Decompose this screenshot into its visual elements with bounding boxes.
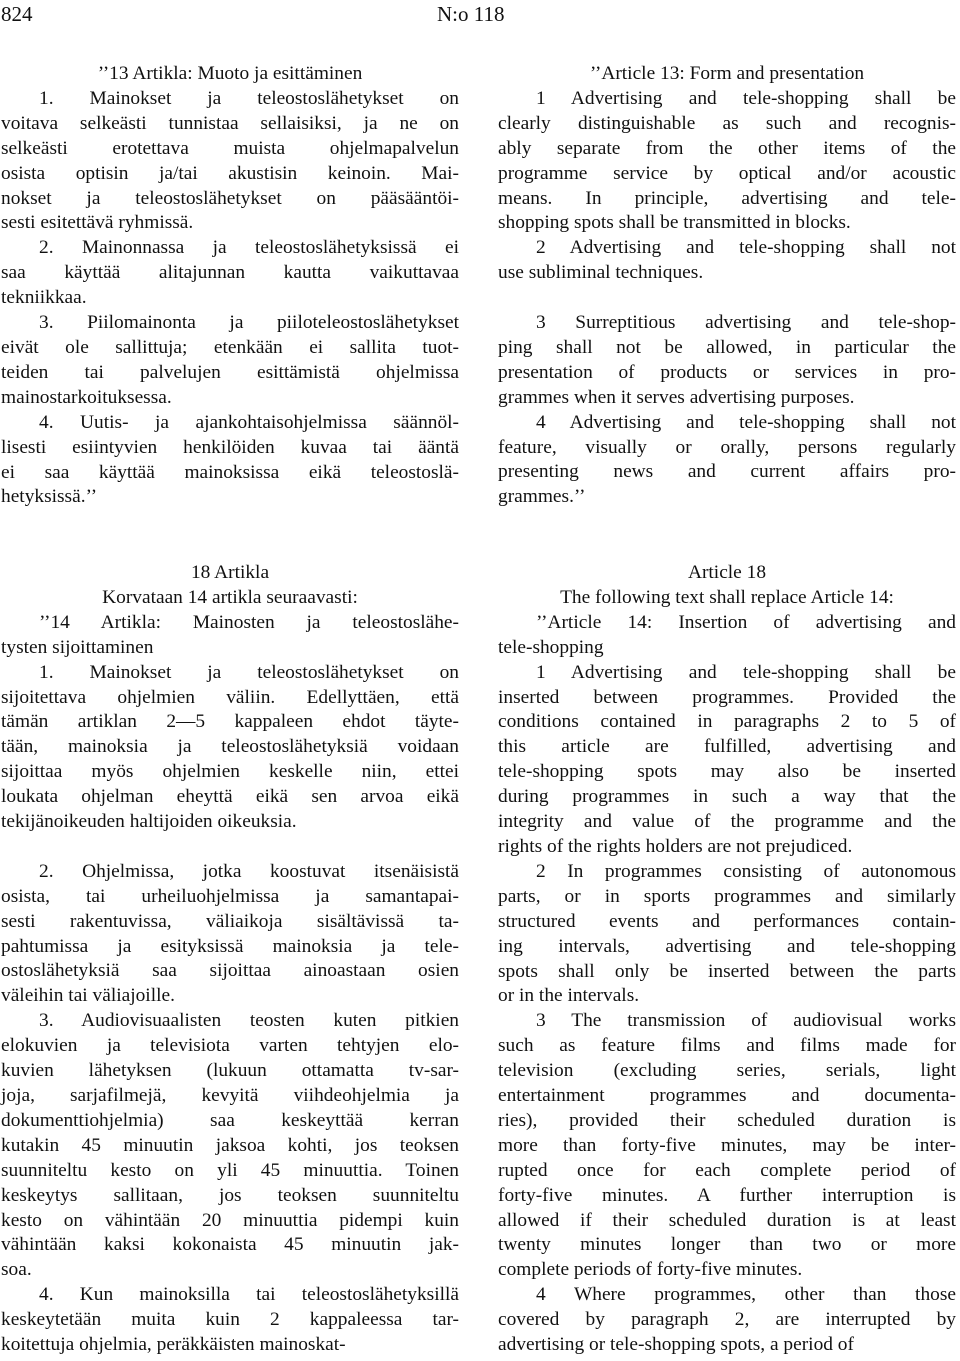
text-line: during programmes in such a way that the bbox=[498, 786, 956, 808]
page-header bbox=[0, 0, 960, 40]
paragraph bbox=[1, 236, 459, 311]
text-line: ei saa käyttää mainoksissa eikä teleostoslä- bbox=[1, 461, 459, 483]
paragraph bbox=[498, 860, 956, 1009]
text-line: presentation of products or services in pro- bbox=[498, 361, 956, 383]
text-line: or in the intervals. bbox=[498, 985, 640, 1007]
paragraph bbox=[1, 1009, 459, 1283]
text-line: dokumenttiohjelmia) saa keskeyttää kerran bbox=[1, 1109, 459, 1131]
text-line: allowed if their scheduled duration is at least bbox=[498, 1209, 956, 1231]
page-number: 824 bbox=[1, 2, 33, 26]
text-line: koitettuja ohjelmia, peräkkäisten mainoskat- bbox=[1, 1334, 346, 1356]
paragraph bbox=[498, 661, 956, 860]
text-line: ’’Article 14: Insertion of advertising and bbox=[536, 611, 956, 633]
finnish-article-18 bbox=[1, 561, 459, 1358]
text-line: feature, visually or orally, persons regularly bbox=[498, 436, 956, 458]
text-line: ’’14 Artikla: Mainosten ja teleostoslähe- bbox=[39, 611, 459, 633]
article-intro: Korvataan 14 artikla seuraavasti: bbox=[102, 586, 358, 608]
text-line: 4. Uutis- ja ajankohtaisohjelmissa säännöl- bbox=[39, 411, 459, 433]
text-line: entertainment programmes and documenta- bbox=[498, 1085, 956, 1107]
paragraph bbox=[1, 87, 459, 236]
text-line: 2. Mainonnassa ja teleostoslähetyksissä ei bbox=[39, 237, 459, 259]
text-line: 3 Surreptitious advertising and tele-shop- bbox=[536, 312, 956, 334]
paragraph bbox=[498, 311, 956, 411]
text-line: tele-shopping bbox=[498, 636, 604, 658]
text-line: voitava selkeästi tunnistaa sellaisiksi, ja ne on bbox=[1, 112, 459, 134]
text-line: tysten sijoittaminen bbox=[1, 636, 154, 658]
text-line: väleihin tai väliajoille. bbox=[1, 985, 175, 1007]
text-line: saa käyttää alitajunnan kautta vaikuttavaa bbox=[1, 262, 459, 284]
text-line: sesti esitettävä ryhmissä. bbox=[1, 212, 194, 234]
text-line: twenty minutes longer than two or more bbox=[498, 1234, 956, 1256]
text-line: integrity and value of the programme and the bbox=[498, 811, 956, 833]
paragraph bbox=[498, 87, 956, 236]
text-line: eivät ole sallittuja; etenkään ei sallita tuot- bbox=[1, 336, 459, 358]
text-line: sijoitettava ohjelmien väliin. Edellyttäen, että bbox=[1, 686, 459, 708]
text-line: teiden tai palvelujen esittämistä ohjelmissa bbox=[1, 361, 459, 383]
text-line: ries), provided their scheduled duration is bbox=[498, 1109, 956, 1131]
text-line: kutakin 45 minuutin jaksoa kohti, jos teoksen bbox=[1, 1134, 459, 1156]
text-line: 2 In programmes consisting of autonomous bbox=[536, 860, 956, 882]
text-line: 2 Advertising and tele-shopping shall not bbox=[536, 237, 956, 259]
paragraph bbox=[498, 411, 956, 511]
text-line: 3. Audiovisuaalisten teosten kuten pitkien bbox=[39, 1010, 459, 1032]
text-line: covered by paragraph 2, are interrupted by bbox=[498, 1309, 956, 1331]
text-line: elokuvien ja televisiota varten tehtyjen elo- bbox=[1, 1035, 459, 1057]
text-line: 4. Kun mainoksilla tai teleostoslähetyksillä bbox=[39, 1284, 459, 1306]
text-line: rupted once for each complete period of bbox=[498, 1159, 956, 1181]
text-line: vähintään kaksi kokonaista 45 minuutin jak- bbox=[1, 1234, 459, 1256]
article-intro: The following text shall replace Article 14: bbox=[560, 586, 894, 608]
text-line: tekniikkaa. bbox=[1, 287, 87, 309]
text-line: ably separate from the other items of the bbox=[498, 137, 956, 159]
text-line: shopping spots shall be transmitted in blocks. bbox=[498, 212, 851, 234]
text-line: 3 The transmission of audiovisual works bbox=[536, 1010, 956, 1032]
article-subtitle bbox=[1, 611, 459, 661]
journal-issue-label: N:o 118 bbox=[437, 2, 505, 26]
text-line: 2. Ohjelmissa, jotka koostuvat itsenäisistä bbox=[39, 860, 459, 882]
text-line: parts, or in sports programmes and similarly bbox=[498, 885, 956, 907]
text-line: 1 Advertising and tele-shopping shall be bbox=[536, 661, 956, 683]
text-line: ing intervals, advertising and tele-shopping bbox=[498, 935, 956, 957]
finnish-article-13 bbox=[1, 62, 459, 510]
text-line: grammes when it serves advertising purposes. bbox=[498, 386, 855, 408]
text-line: television (excluding series, serials, light bbox=[498, 1060, 956, 1082]
text-line: tämän artiklan 2—5 kappaleen ehdot täyte- bbox=[1, 711, 459, 733]
text-line: 1. Mainokset ja teleostoslähetykset on bbox=[39, 87, 459, 109]
text-line: 1 Advertising and tele-shopping shall be bbox=[536, 87, 956, 109]
text-line: more than forty-five minutes, may be inter- bbox=[498, 1134, 956, 1156]
text-line: soa. bbox=[1, 1259, 32, 1281]
article-heading: Article 18 bbox=[687, 562, 767, 583]
text-line: selkeästi erotettava muista ohjelmapalvelun bbox=[1, 137, 459, 159]
text-line: joja, sarjafilmejä, kevyitä viihdeohjelmia ja bbox=[1, 1085, 459, 1107]
article-title: ’’Article 13: Form and presentation bbox=[589, 63, 865, 84]
text-line: loukata ohjelman eheyttä eikä sen arvoa eikä bbox=[1, 786, 459, 808]
text-line: keskeytys sallitaan, jos teoksen suunniteltu bbox=[1, 1184, 459, 1206]
text-line: inserted between programmes. Provided the bbox=[498, 686, 956, 708]
article-title: ’’13 Artikla: Muoto ja esittäminen bbox=[97, 63, 363, 84]
paragraph bbox=[1, 860, 459, 1009]
text-line: presenting news and current affairs pro- bbox=[498, 461, 956, 483]
text-line: 4 Advertising and tele-shopping shall not bbox=[536, 411, 956, 433]
text-line: osista optisin ja/tai akustisin keinoin. Mai- bbox=[1, 162, 459, 184]
text-line: use subliminal techniques. bbox=[498, 262, 704, 284]
text-line: osista, tai urheiluohjelmissa ja samantapai- bbox=[1, 885, 459, 907]
text-line: kuvien lähetyksen (lukuun ottamatta tv-sar- bbox=[1, 1060, 459, 1082]
article-subtitle bbox=[498, 611, 956, 661]
text-line: ostoslähetyksiä saa sijoittaa ainoastaan osien bbox=[1, 960, 459, 982]
text-line: kesto on vähintään 20 minuuttia pidempi kuin bbox=[1, 1209, 459, 1231]
text-line: clearly distinguishable as such and recognis- bbox=[498, 112, 956, 134]
text-line: pahtumissa ja esityksissä mainoksia ja tele- bbox=[1, 935, 459, 957]
text-line: hetyksissä.’’ bbox=[1, 486, 98, 508]
english-article-13 bbox=[498, 62, 956, 510]
text-line: mainostarkoituksessa. bbox=[1, 386, 172, 408]
text-line: sijoittaa myös ohjelmien keskelle niin, ettei bbox=[1, 761, 459, 783]
text-line: ping shall not be allowed, in particular the bbox=[498, 336, 956, 358]
article-heading: 18 Artikla bbox=[190, 562, 270, 583]
text-line: advertising or tele-shopping spots, a period of bbox=[498, 1334, 854, 1356]
paragraph bbox=[1, 661, 459, 835]
text-line: sesti rakentuvissa, väliaikoja sisältävissä ta- bbox=[1, 910, 459, 932]
text-line: such as feature films and films made for bbox=[498, 1035, 956, 1057]
text-line: conditions contained in paragraphs 2 to 5 of bbox=[498, 711, 956, 733]
text-line: complete periods of forty-five minutes. bbox=[498, 1259, 803, 1281]
paragraph bbox=[498, 236, 956, 286]
text-line: grammes.’’ bbox=[498, 486, 586, 508]
text-line: 1. Mainokset ja teleostoslähetykset on bbox=[39, 661, 459, 683]
text-line: spots shall only be inserted between the parts bbox=[498, 960, 956, 982]
text-line: suunniteltu kesto on yli 45 minuuttia. Toinen bbox=[1, 1159, 459, 1181]
text-line: tele-shopping spots may also be inserted bbox=[498, 761, 956, 783]
text-line: lisesti esiintyvien henkilöiden kuvaa tai ääntä bbox=[1, 436, 459, 458]
text-line: tekijänoikeuden haltijoiden oikeuksia. bbox=[1, 811, 297, 833]
english-article-18 bbox=[498, 561, 956, 1358]
text-line: nokset ja teleostoslähetykset on pääsääntöi- bbox=[1, 187, 459, 209]
paragraph bbox=[1, 411, 459, 511]
paragraph bbox=[498, 1283, 956, 1358]
text-line: means. In principle, advertising and tele- bbox=[498, 187, 956, 209]
text-line: forty-five minutes. A further interruption is bbox=[498, 1184, 956, 1206]
text-line: structured events and performances contain- bbox=[498, 910, 956, 932]
text-line: programme service by optical and/or acoustic bbox=[498, 162, 956, 184]
paragraph bbox=[1, 311, 459, 411]
text-line: tään, mainoksia ja teleostoslähetyksiä voidaan bbox=[1, 736, 459, 758]
paragraph bbox=[498, 1009, 956, 1283]
paragraph bbox=[1, 1283, 459, 1358]
text-line: 4 Where programmes, other than those bbox=[536, 1284, 956, 1306]
text-line: rights of the rights holders are not prejudiced. bbox=[498, 835, 853, 857]
text-line: this article are fulfilled, advertising and bbox=[498, 736, 956, 758]
text-line: keskeytetään muita kuin 2 kappaleessa tar- bbox=[1, 1309, 459, 1331]
text-line: 3. Piilomainonta ja piiloteleostoslähetykset bbox=[39, 312, 459, 334]
